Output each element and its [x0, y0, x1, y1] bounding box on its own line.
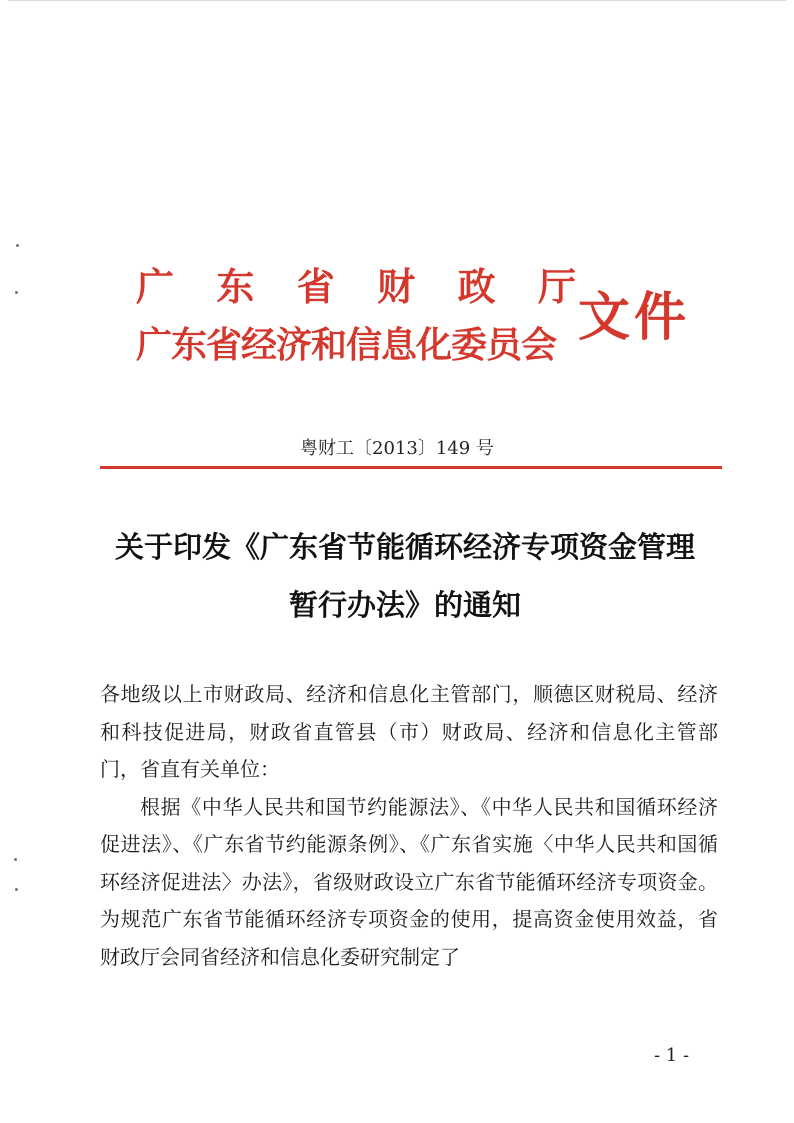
addressee-paragraph: 各地级以上市财政局、经济和信息化主管部门，顺德区财税局、经济和科技促进局，财政省直管县（市）财政局、经济和信息化主管部门，省直有关单位：	[100, 682, 718, 781]
notice-title-line-2: 暂行办法》的通知	[288, 588, 521, 622]
issuer-economic-commission: 广东省经济和信息化委员会	[136, 324, 557, 366]
scan-top-edge	[8, 0, 786, 1]
page-number: - 1 -	[654, 1045, 690, 1066]
scan-speck	[15, 291, 18, 294]
body-paragraph: 根据《中华人民共和国节约能源法》、《中华人民共和国循环经济促进法》、《广东省节约能源条例》、《广东省实施〈中华人民共和国循环经济促进法〉办法》，省级财政设立广东省节能循环经济专项资金。为规范广东省节能循环经济专项资金的使用，提高资金使用效益，省财政厅会同省经济和信息化委研究制定了	[100, 794, 718, 969]
document-label: 文件	[578, 287, 691, 348]
issuer-finance-department	[136, 262, 576, 312]
issuer-char: 省	[296, 264, 335, 309]
scan-speck	[15, 888, 18, 891]
document-number: 粤财工〔2013〕149 号	[300, 438, 494, 459]
scan-speck	[16, 244, 19, 247]
issuer-char: 东	[216, 264, 255, 309]
issuer-char: 广	[136, 264, 175, 309]
issuer-char: 政	[457, 264, 496, 309]
issuer-char: 厅	[537, 264, 576, 309]
red-divider-line	[100, 466, 722, 469]
notice-body	[100, 676, 718, 976]
notice-title-line-1: 关于印发《广东省节能循环经济专项资金管理	[114, 530, 695, 564]
scan-speck	[14, 858, 17, 861]
issuer-char: 财	[377, 264, 416, 309]
